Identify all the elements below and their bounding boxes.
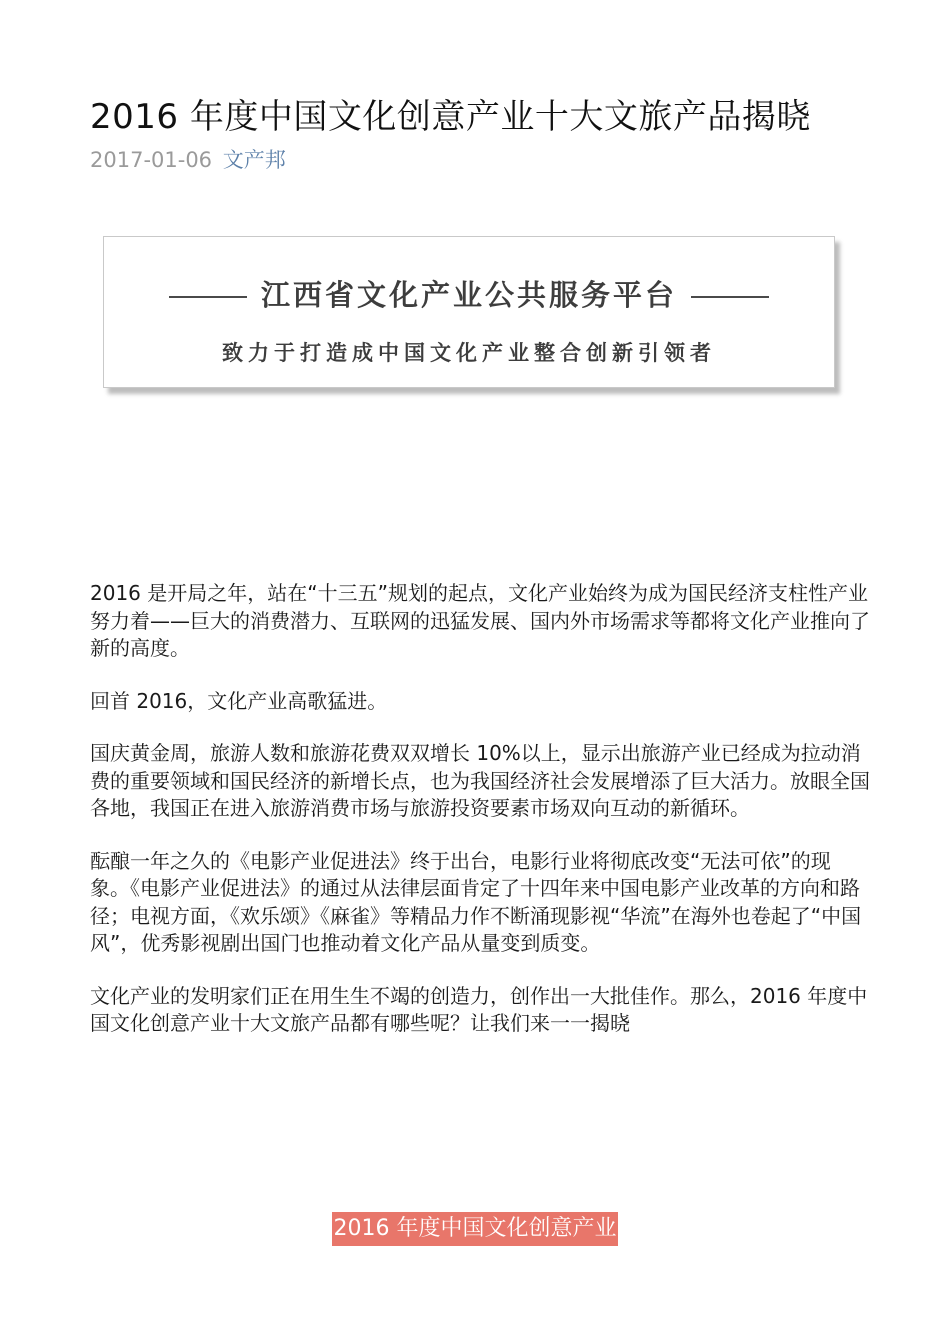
banner-left-rule: [169, 296, 247, 298]
article-header: [90, 92, 870, 174]
paragraph: 酝酿一年之久的《电影产业促进法》终于出台，电影行业将彻底改变“无法可依”的现象。《电影产业促进法》的通过从法律层面肯定了十四年来中国电影产业改革的方向和路径；电视方面，《欢乐颂》《麻雀》等精品力作不断涌现影视“华流”在海外也卷起了“中国风”，优秀影视剧出国门也推动着文化产品从量变到质变。: [90, 848, 862, 955]
banner-right-rule: [691, 296, 769, 298]
publish-date: 2017-01-06: [90, 148, 213, 172]
paragraph: 文化产业的发明家们正在用生生不竭的创造力，创作出一大批佳作。那么，2016 年度中国文化创意产业十大文旅产品都有哪些呢？让我们来一一揭晓: [90, 983, 868, 1035]
paragraph: 回首 2016，文化产业高歌猛进。: [90, 688, 388, 713]
article-title: 2016 年度中国文化创意产业十大文旅产品揭晓: [90, 97, 811, 137]
paragraph: 国庆黄金周，旅游人数和旅游花费双双增长 10%以上，显示出旅游产业已经成为拉动消费的重要领域和国民经济的新增长点，也为我国经济社会发展增添了巨大活力。放眼全国各地，我国正在进入旅游消费市场与旅游投资要素市场双向互动的新循环。: [90, 741, 870, 820]
paragraph: 2016 是开局之年，站在“十三五”规划的起点，文化产业始终为成为国民经济支柱性产业努力着——巨大的消费潜力、互联网的迅猛发展、国内外市场需求等都将文化产业推向了新的高度。: [90, 581, 870, 660]
article-body: [90, 580, 870, 1063]
banner-subtitle: 致力于打造成中国文化产业整合创新引领者: [222, 341, 716, 365]
source-link[interactable]: 文产邦: [222, 148, 286, 172]
section-heading: [0, 1212, 950, 1246]
platform-banner: [103, 236, 837, 392]
article-meta: [90, 146, 870, 174]
section-heading-label: 2016 年度中国文化创意产业: [332, 1212, 619, 1246]
banner-card: [103, 236, 835, 388]
banner-title-row: [104, 277, 834, 313]
banner-title: 江西省文化产业公共服务平台: [260, 278, 677, 312]
